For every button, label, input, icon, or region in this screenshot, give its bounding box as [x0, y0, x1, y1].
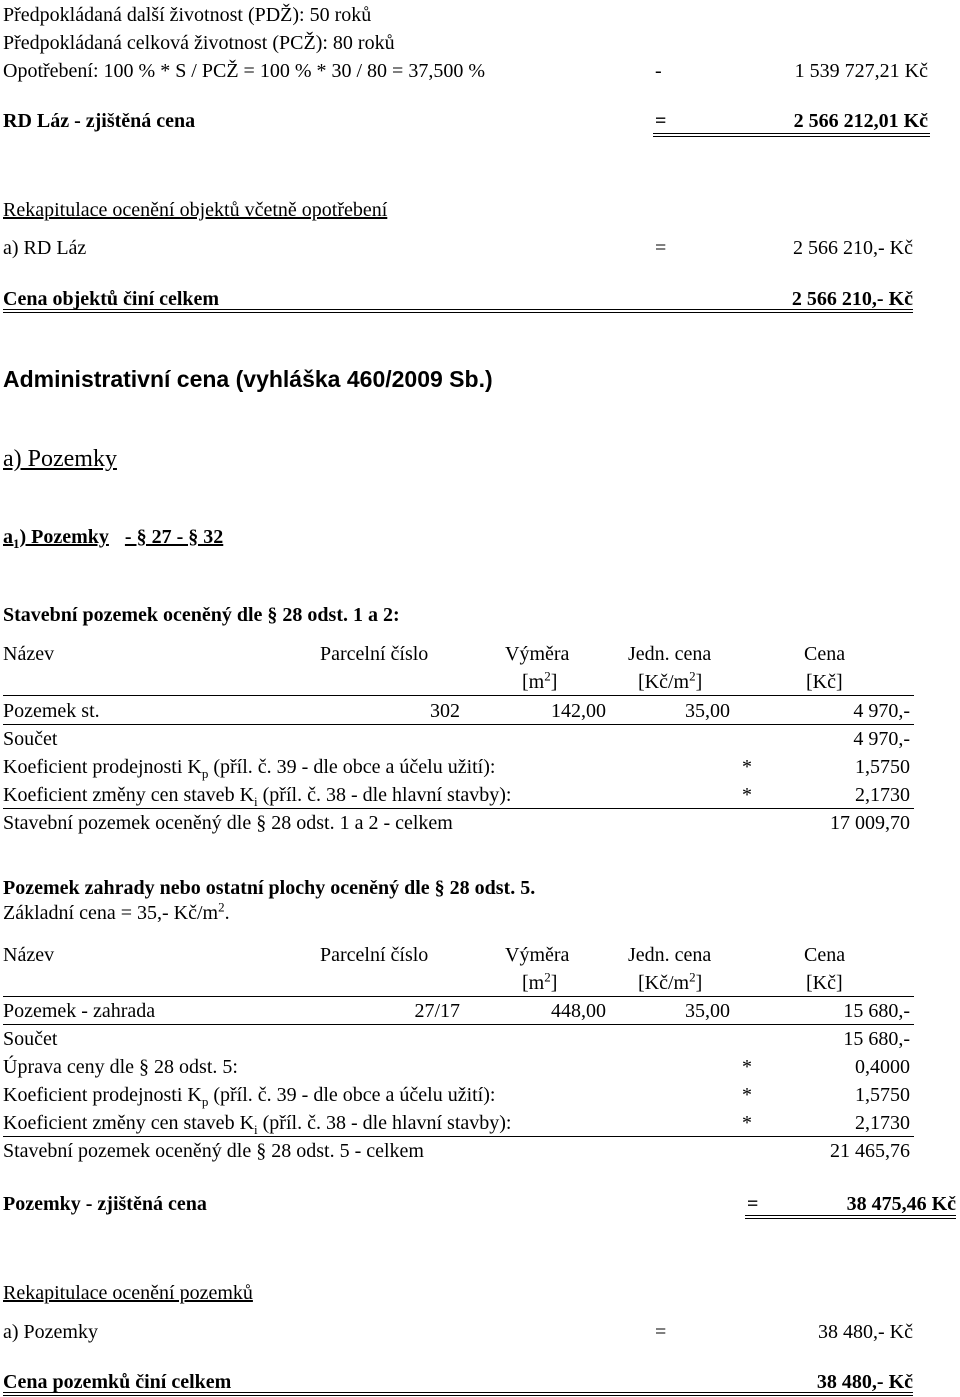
line-pdz: Předpokládaná další životnost (PDŽ): 50 roků — [3, 4, 372, 26]
col-unit-cena: [Kč] — [806, 671, 843, 693]
col-unit-jedn-cena: $[Kč/m^2]$ — [638, 969, 703, 994]
uprava-ceny-star: * — [742, 1056, 752, 1078]
rekap-pozemky-a-value: 38 480,- Kč — [818, 1321, 913, 1343]
opotrebeni-value: 1 539 727,21 Kč — [794, 60, 928, 82]
row-jedn-cena: 35,00 — [685, 700, 730, 722]
col-header-parcelni-cislo: Parcelní číslo — [320, 643, 429, 665]
row-cena: 15 680,- — [843, 1000, 910, 1022]
row-rule — [3, 724, 914, 725]
rekap-objekty-title: Rekapitulace ocenění objektů včetně opotřebení — [3, 199, 388, 221]
row-parcelni-cislo: 27/17 — [414, 1000, 460, 1022]
koef-zmeny-star: * — [742, 1112, 752, 1134]
admin-price-heading: Administrativní cena (vyhláška 460/2009 Sb.) — [3, 366, 493, 392]
koef-prodejnosti-value: 1,5750 — [855, 1084, 910, 1106]
line-pcz: Předpokládaná celková životnost (PCŽ): 80 roků — [3, 32, 395, 54]
koef-prodejnosti-label: Koeficient prodejnosti $K_p$ (příl. č. 39 - dle obce a účelu užití): — [3, 1084, 496, 1109]
koef-prodejnosti-star: * — [742, 756, 752, 778]
rekap-objekty-a-label: a) RD Láz — [3, 237, 87, 259]
koef-zmeny-value: 2,1730 — [855, 784, 910, 806]
line-opotrebeni: Opotřebení: 100 % * S / PCŽ = 100 % * 30 / 80 = 37,500 % — [3, 60, 485, 82]
a1-label: $a_1$) Pozemky — [3, 526, 109, 551]
soucet-label: Součet — [3, 728, 58, 750]
rekap-objekty-double-underline — [3, 309, 913, 313]
row-nazev: Pozemek - zahrada — [3, 1000, 156, 1022]
col-header-nazev: Název — [3, 944, 55, 966]
rd-price-label: RD Láz - zjištěná cena — [3, 110, 196, 132]
stavebni-pozemek-heading: Stavební pozemek oceněný dle § 28 odst. 1 a 2: — [3, 604, 400, 626]
section2-total-value: 21 465,76 — [830, 1140, 910, 1162]
rd-price-value: 2 566 212,01 Kč — [793, 110, 928, 132]
rekap-pozemky-a-equals: = — [655, 1321, 667, 1343]
rekap-pozemky-total-label: Cena pozemků činí celkem — [3, 1371, 232, 1393]
koef-prodejnosti-value: 1,5750 — [855, 756, 910, 778]
opotrebeni-operator: - — [655, 60, 662, 82]
zakladni-cena: Základní cena = 35,- $Kč/m^2$. — [3, 899, 230, 924]
soucet-label: Součet — [3, 1028, 58, 1050]
rekap-objekty-total-value: 2 566 210,- Kč — [791, 288, 913, 310]
col-header-vymera: Výměra — [505, 643, 570, 665]
rd-price-double-underline — [653, 133, 930, 137]
col-unit-cena: [Kč] — [806, 972, 843, 994]
col-unit-jedn-cena: $[Kč/m^2]$ — [638, 668, 703, 693]
koef-rule — [3, 1136, 914, 1137]
row-rule — [3, 1024, 914, 1025]
rd-price-equals: = — [655, 110, 667, 132]
pozemky-price-value: 38 475,46 Kč — [846, 1193, 956, 1215]
col-header-jedn-cena: Jedn. cena — [628, 944, 712, 966]
koef-zmeny-star: * — [742, 784, 752, 806]
pozemky-price-label: Pozemky - zjištěná cena — [3, 1193, 207, 1215]
a1-references: - § 27 - § 32 — [124, 526, 224, 548]
col-header-vymera: Výměra — [505, 944, 570, 966]
koef-zmeny-label: Koeficient změny cen staveb $K_i$ (příl. č. 38 - dle hlavní stavby): — [3, 784, 512, 809]
rekap-pozemky-a-label: a) Pozemky — [3, 1321, 98, 1343]
rekap-objekty-a-equals: = — [655, 237, 667, 259]
section2-total-label: Stavební pozemek oceněný dle § 28 odst. 5 - celkem — [3, 1140, 424, 1162]
rekap-pozemky-title: Rekapitulace ocenění pozemků — [3, 1282, 253, 1304]
col-header-cena: Cena — [804, 643, 846, 665]
koef-zmeny-value: 2,1730 — [855, 1112, 910, 1134]
section1-total-label: Stavební pozemek oceněný dle § 28 odst. 1 a 2 - celkem — [3, 812, 453, 834]
soucet-value: 4 970,- — [853, 728, 910, 750]
pozemky-price-double-underline — [745, 1215, 956, 1219]
pozemky-price-equals: = — [747, 1193, 759, 1215]
row-vymera: 448,00 — [551, 1000, 606, 1022]
soucet-value: 15 680,- — [843, 1028, 910, 1050]
uprava-ceny-value: 0,4000 — [855, 1056, 910, 1078]
section1-total-value: 17 009,70 — [830, 812, 910, 834]
row-parcelni-cislo: 302 — [430, 700, 460, 722]
col-unit-vymera: $[m^2]$ — [522, 668, 558, 693]
rekap-objekty-total-label: Cena objektů činí celkem — [3, 288, 220, 310]
koef-zmeny-label: Koeficient změny cen staveb $K_i$ (příl. č. 38 - dle hlavní stavby): — [3, 1112, 512, 1137]
row-nazev: Pozemek st. — [3, 700, 100, 722]
row-vymera: 142,00 — [551, 700, 606, 722]
row-jedn-cena: 35,00 — [685, 1000, 730, 1022]
koef-prodejnosti-star: * — [742, 1084, 752, 1106]
uprava-ceny-label: Úprava ceny dle § 28 odst. 5: — [3, 1056, 238, 1078]
koef-prodejnosti-label: Koeficient prodejnosti $K_p$ (příl. č. 39 - dle obce a účelu užití): — [3, 756, 496, 781]
rekap-pozemky-total-value: 38 480,- Kč — [816, 1371, 913, 1393]
col-unit-vymera: $[m^2]$ — [522, 969, 558, 994]
row-cena: 4 970,- — [853, 700, 910, 722]
header-rule — [3, 695, 914, 696]
col-header-cena: Cena — [804, 944, 846, 966]
col-header-parcelni-cislo: Parcelní číslo — [320, 944, 429, 966]
col-header-nazev: Název — [3, 643, 55, 665]
pozemky-heading: a) Pozemky — [3, 446, 117, 472]
zahrada-heading: Pozemek zahrady nebo ostatní plochy oceněný dle § 28 odst. 5. — [3, 877, 536, 899]
rekap-objekty-a-value: 2 566 210,- Kč — [793, 237, 913, 259]
header-rule — [3, 996, 914, 997]
col-header-jedn-cena: Jedn. cena — [628, 643, 712, 665]
a1-pozemky-heading — [3, 525, 223, 549]
rekap-pozemky-double-underline — [3, 1392, 913, 1396]
koef-rule — [3, 808, 914, 809]
